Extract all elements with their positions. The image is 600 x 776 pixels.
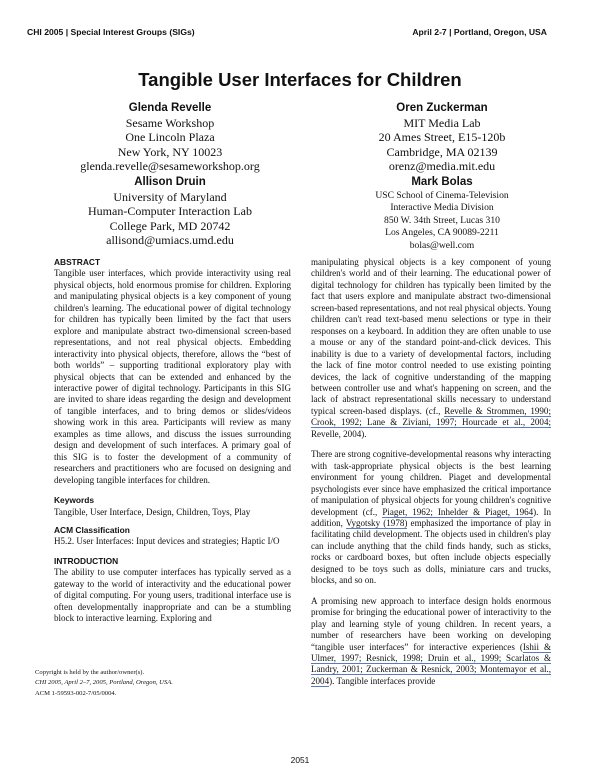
copyright-footnote bbox=[35, 668, 173, 699]
body-text: ). In addition, bbox=[311, 506, 551, 528]
author-affiliation: Interactive Media Division bbox=[390, 202, 494, 213]
running-header-left: CHI 2005 | Special Interest Groups (SIGs) bbox=[27, 27, 195, 37]
body-text: ). Tangible interfaces provide bbox=[329, 675, 436, 686]
author-block-bolas bbox=[322, 175, 562, 252]
keywords-text: Tangible, User Interface, Design, Children, Toys, Play bbox=[54, 506, 251, 517]
author-name: Allison Druin bbox=[134, 176, 206, 188]
author-affiliation: Sesame Workshop bbox=[125, 115, 215, 130]
author-email: bolas@well.com bbox=[409, 239, 475, 251]
body-paragraph bbox=[311, 449, 551, 586]
right-column bbox=[311, 257, 551, 694]
keywords-heading: Keywords bbox=[54, 495, 95, 506]
footnote-line: ACM 1-59593-002-7/05/0004. bbox=[35, 689, 117, 697]
body-text: There are strong cognitive-developmental reasons why interacting with task-appropriate physical objects is the best learning environment for young children. Piaget and developmental psychologists ever since have emphasized the critical importance of manipulation of physical objects for young children's cognitive development (cf., bbox=[311, 449, 551, 517]
author-affiliation: MIT Media Lab bbox=[403, 115, 481, 130]
introduction-heading: INTRODUCTION bbox=[54, 555, 119, 566]
left-column bbox=[54, 257, 291, 632]
paper-title: Tangible User Interfaces for Children bbox=[138, 69, 462, 90]
author-name: Mark Bolas bbox=[411, 176, 473, 188]
author-address: Los Angeles, CA 90089-2211 bbox=[385, 227, 499, 238]
author-name: Oren Zuckerman bbox=[396, 102, 488, 114]
body-text: manipulating physical objects is a key component of young children's world and of their learning. The educational power of digital technology for children has typically been limited by the fact that users explore and manipulate abstract two-dimensional screen-based representations, and not real physical objects. Young children can't read text-based menu selections or type in their responses on a keyboard. In addition they are often unable to use a mouse or any of the standard point-and-click devices. This inability is due to a variety of developmental factors, including the lack of fine motor control needed to use existing pointing devices, the lack of cognitive understanding of the mapping between controller use and what's happening on screen, and the lack of abstract representational skills necessary to understand typical screen-based displays. (cf., bbox=[311, 257, 551, 416]
body-paragraph bbox=[311, 257, 551, 440]
author-address: Cambridge, MA 02139 bbox=[386, 144, 498, 159]
abstract-text: Tangible user interfaces, which provide interactivity using real physical objects, hold enormous promise for children. Exploring and manipulating physical objects is a key component of young children's learning. The educational power of digital technology for children has typically been limited by the fact that users explore and manipulate abstract two-dimensional screen-based representations, and not real physical objects. Embedding interactivity into physical objects, therefore, allows the “best of both worlds” – supporting traditional exploratory play with physical objects that can be extended and enhanced by the interactive power of digital technology. Participants in this SIG are invited to share ideas regarding the design and development of tangible interfaces, and to bring demos or slides/videos showing work in this area. Participants will review as many examples as time allows, and discuss the issues surrounding design and development of such interfaces. A primary goal of this SIG is to foster the development of a community of researchers and practitioners who are focused on designing and developing tangible interfaces for children. bbox=[54, 268, 291, 485]
author-block-revelle bbox=[40, 101, 300, 174]
author-email: glenda.revelle@sesameworkshop.org bbox=[80, 159, 260, 173]
author-affiliation: University of Maryland bbox=[113, 189, 227, 204]
introduction-text: The ability to use computer interfaces has typically served as a gateway to the world of interactivity and the educational power of digital computing. For young users, traditional interface use is often developmentally inappropriate and can be a stumbling block to interactive learning. Exploring and bbox=[54, 567, 291, 624]
author-email: allisond@umiacs.umd.edu bbox=[106, 233, 234, 247]
acm-classification-text: H5.2. User Interfaces: Input devices and strategies; Haptic I/O bbox=[54, 536, 280, 547]
author-name: Glenda Revelle bbox=[128, 102, 212, 114]
abstract-heading: ABSTRACT bbox=[54, 257, 101, 267]
author-affiliation: USC School of Cinema-Television bbox=[375, 189, 509, 201]
author-affiliation: Human-Computer Interaction Lab bbox=[88, 204, 252, 218]
running-header-right: April 2-7 | Portland, Oregon, USA bbox=[412, 27, 547, 37]
footnote-line: Copyright is held by the author/owner(s). bbox=[35, 669, 145, 676]
author-address: New York, NY 10023 bbox=[117, 144, 223, 159]
footnote-line: CHI 2005, April 2–7, 2005, Portland, Oregon, USA. bbox=[35, 679, 173, 687]
body-text: emphasized the importance of play in facilitating child development. The objects used in children's play can include anything that the child finds handy, such as sticks, rocks or cardboard boxes, but often include objects especially designed to be toys such as dolls, miniature cars and trucks, blocks, and so on. bbox=[311, 517, 551, 586]
author-email: orenz@media.mit.edu bbox=[388, 159, 496, 173]
acm-classification-heading: ACM Classification bbox=[54, 524, 130, 535]
citation-link[interactable]: Vygotsky (1978) bbox=[345, 517, 408, 528]
author-block-druin bbox=[40, 175, 300, 248]
body-text: Revelle, 2004). bbox=[311, 428, 367, 439]
citation-link[interactable]: Piaget, 1962; Inhelder & Piaget, 1964 bbox=[382, 506, 534, 517]
citation-link[interactable]: Revelle & Strommen, 1990; Crook, 1992; Lane & Ziviani, 1997; Hourcade et al., 2004; bbox=[311, 405, 551, 428]
author-address: College Park, MD 20742 bbox=[109, 218, 231, 233]
body-text: A promising new approach to interface design holds enormous promise for bringing the educational power of interactivity to the play and learning style of young children. In recent years, a number of researchers have been working on developing “tangible user interfaces” for interactive experiences ( bbox=[311, 595, 551, 652]
author-address: One Lincoln Plaza bbox=[125, 130, 215, 144]
citation-link[interactable]: Ishii & Ulmer, 1997; Resnick, 1998; Druin et al., 1999; Scarlatos & Landry, 2001; Zuckerman & Resnick, 2003; Montemayor et al., 2004 bbox=[311, 641, 552, 686]
page-number: 2051 bbox=[290, 755, 310, 765]
author-block-zuckerman bbox=[322, 101, 562, 174]
author-address: 850 W. 34th Street, Lucas 310 bbox=[384, 214, 500, 226]
body-paragraph bbox=[311, 596, 551, 688]
author-address: 20 Ames Street, E15-120b bbox=[378, 130, 506, 144]
